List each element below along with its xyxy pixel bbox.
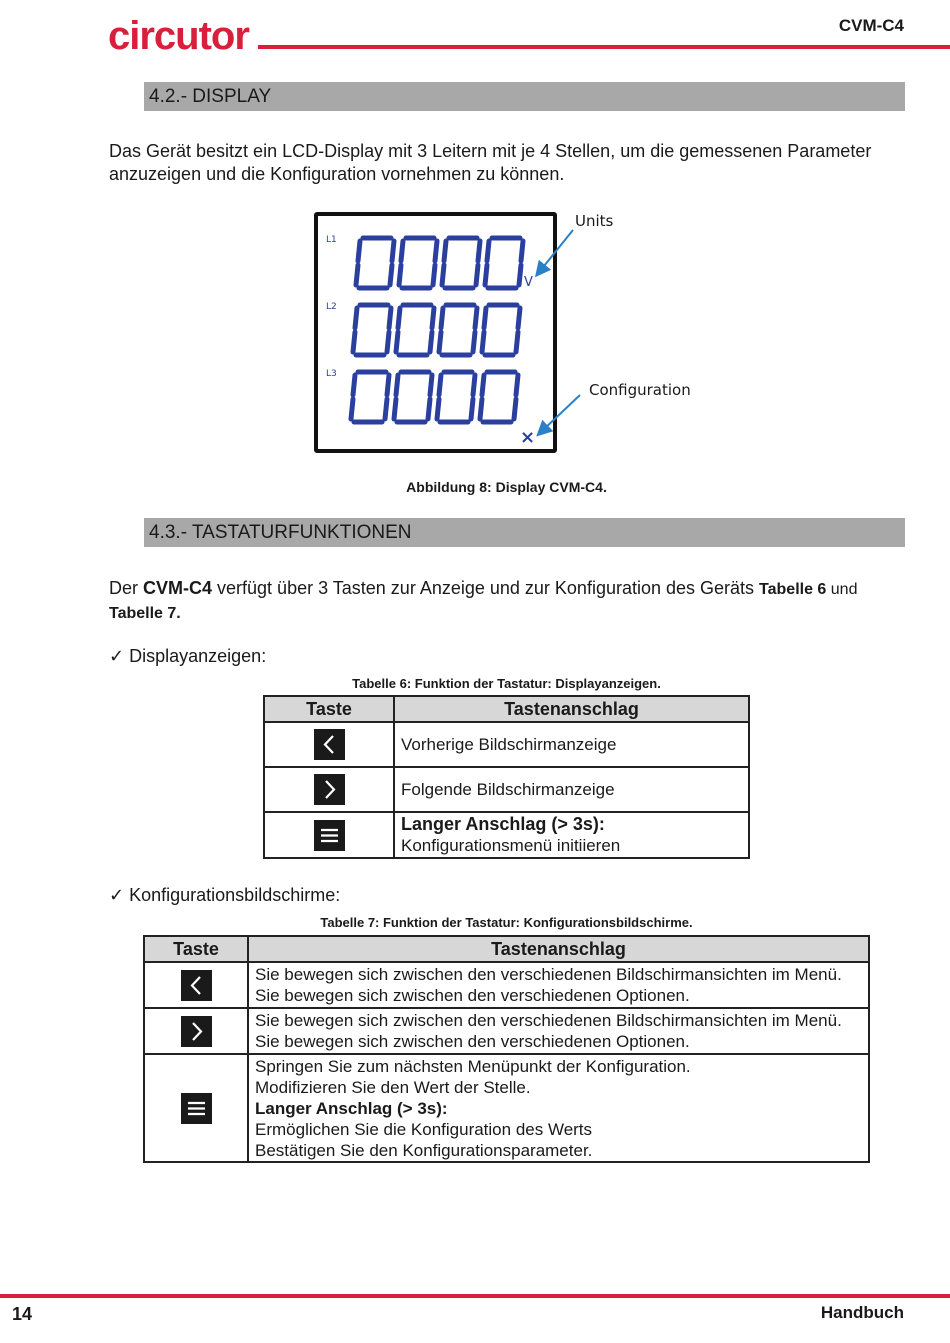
callout-arrows bbox=[530, 225, 600, 445]
configuration-symbol: × bbox=[520, 427, 536, 448]
lcd-digit bbox=[485, 238, 523, 288]
lcd-digit bbox=[353, 305, 391, 355]
table7-caption: Tabelle 7: Funktion der Tastatur: Konfigurationsbildschirme. bbox=[320, 915, 693, 930]
lcd-digits bbox=[318, 216, 553, 449]
description-line: Sie bewegen sich zwischen den verschiedenen Optionen. bbox=[255, 1032, 690, 1051]
menu-icon[interactable] bbox=[181, 1093, 212, 1124]
section-title-display: 4.2.- DISPLAY bbox=[144, 82, 905, 111]
table-row bbox=[144, 1054, 869, 1162]
description-line: Modifizieren Sie den Wert der Stelle. bbox=[255, 1077, 531, 1097]
keys-intro-prefix: Der bbox=[109, 578, 144, 598]
table-header-row bbox=[144, 936, 869, 962]
configuration-arrow bbox=[542, 395, 580, 431]
lcd-digit bbox=[394, 372, 432, 422]
description-line: Springen Sie zum nächsten Menüpunkt der Konfiguration. bbox=[255, 1056, 691, 1076]
key-cell bbox=[144, 1054, 248, 1162]
chevron-left-icon[interactable] bbox=[314, 729, 345, 760]
key-description bbox=[248, 1008, 869, 1054]
chevron-right-icon[interactable] bbox=[314, 774, 345, 805]
display-description-line1: Das Gerät besitzt ein LCD-Display mit 3 Leitern mit je 4 Stellen, um die gemessenen Parameter bbox=[109, 141, 872, 161]
lcd-digit bbox=[442, 238, 480, 288]
keys-intro-device: CVM-C4 bbox=[143, 578, 213, 598]
table-header-row bbox=[264, 696, 749, 722]
footer-title: Handbuch bbox=[820, 1303, 904, 1322]
key-description bbox=[248, 1054, 869, 1162]
key-cell bbox=[144, 1008, 248, 1054]
table6-caption: Tabelle 6: Funktion der Tastatur: Displayanzeigen. bbox=[352, 676, 661, 691]
circutor-logo bbox=[108, 12, 258, 56]
lcd-digit bbox=[482, 305, 520, 355]
configuration-callout-label: Configuration bbox=[589, 381, 691, 399]
keys-intro-middle: verfügt über 3 Tasten zur Anzeige und zur Konfiguration des Geräts bbox=[212, 578, 760, 598]
figure-caption: Abbildung 8: Display CVM-C4. bbox=[406, 479, 607, 495]
lcd-digit bbox=[437, 372, 475, 422]
display-list-label: Displayanzeigen: bbox=[129, 646, 267, 666]
table6-col-action: Tastenanschlag bbox=[394, 696, 749, 722]
lcd-digit bbox=[480, 372, 518, 422]
table7 bbox=[143, 935, 870, 1163]
keys-intro bbox=[109, 577, 909, 625]
units-callout-label: Units bbox=[575, 212, 614, 230]
lcd-digit bbox=[399, 238, 437, 288]
lcd-digit bbox=[351, 372, 389, 422]
key-cell bbox=[264, 767, 394, 812]
display-list-heading bbox=[109, 646, 266, 667]
page-number: 14 bbox=[12, 1304, 33, 1324]
config-list-label: Konfigurationsbildschirme: bbox=[129, 885, 341, 905]
key-description: Folgende Bildschirmanzeige bbox=[394, 767, 749, 812]
table6-reference-link[interactable]: Tabelle 6 bbox=[759, 581, 827, 598]
section-title-keys: 4.3.- TASTATURFUNKTIONEN bbox=[144, 518, 905, 547]
description-line: Ermöglichen Sie die Konfiguration des Werts bbox=[255, 1119, 593, 1139]
lcd-digit bbox=[439, 305, 477, 355]
long-press-label: Langer Anschlag (> 3s): bbox=[401, 814, 605, 834]
display-description-line2: anzuzeigen und die Konfiguration vornehmen zu können. bbox=[109, 164, 565, 184]
table6 bbox=[263, 695, 750, 859]
chevron-right-icon[interactable] bbox=[181, 1016, 212, 1047]
lcd-digit bbox=[356, 238, 394, 288]
description-line: Sie bewegen sich zwischen den verschiedenen Bildschirmansichten im Menü. bbox=[255, 965, 842, 984]
table-row bbox=[264, 722, 749, 767]
lcd-display-figure bbox=[314, 212, 557, 453]
key-cell bbox=[144, 962, 248, 1008]
description-line: Sie bewegen sich zwischen den verschiedenen Optionen. bbox=[255, 986, 690, 1005]
chevron-left-icon[interactable] bbox=[181, 970, 212, 1001]
table-row bbox=[144, 1008, 869, 1054]
table7-col-action: Tastenanschlag bbox=[248, 936, 869, 962]
table-row bbox=[144, 962, 869, 1008]
table-row bbox=[264, 767, 749, 812]
key-description bbox=[248, 962, 869, 1008]
key-description: Vorherige Bildschirmanzeige bbox=[394, 722, 749, 767]
brand-wordmark: circutor bbox=[108, 14, 249, 56]
display-description bbox=[109, 140, 909, 186]
key-cell bbox=[264, 722, 394, 767]
doc-code: CVM-C4 bbox=[838, 16, 904, 35]
long-press-action: Konfigurationsmenü initiieren bbox=[401, 836, 621, 855]
description-line: Bestätigen Sie den Konfigurationsparameter. bbox=[255, 1140, 593, 1160]
footer-rule bbox=[0, 1294, 950, 1298]
table7-col-key: Taste bbox=[144, 936, 248, 962]
table-row bbox=[264, 812, 749, 858]
units-arrow bbox=[540, 230, 573, 271]
menu-icon[interactable] bbox=[314, 820, 345, 851]
long-press-label: Langer Anschlag (> 3s): bbox=[255, 1098, 448, 1118]
key-cell bbox=[264, 812, 394, 858]
header-rule bbox=[258, 45, 950, 49]
line-label: L3 bbox=[326, 369, 337, 379]
table6-col-key: Taste bbox=[264, 696, 394, 722]
config-list-heading bbox=[109, 885, 340, 906]
keys-intro-and: und bbox=[826, 581, 858, 598]
table7-reference-link[interactable]: Tabelle 7. bbox=[109, 605, 181, 622]
unit-label: V bbox=[524, 275, 533, 290]
lcd-digit bbox=[396, 305, 434, 355]
checkmark-icon: ✓ bbox=[109, 646, 125, 666]
checkmark-icon: ✓ bbox=[109, 885, 125, 905]
line-label: L2 bbox=[326, 302, 337, 312]
key-description bbox=[394, 812, 749, 858]
line-label: L1 bbox=[326, 235, 337, 245]
description-line: Sie bewegen sich zwischen den verschiedenen Bildschirmansichten im Menü. bbox=[255, 1011, 842, 1030]
